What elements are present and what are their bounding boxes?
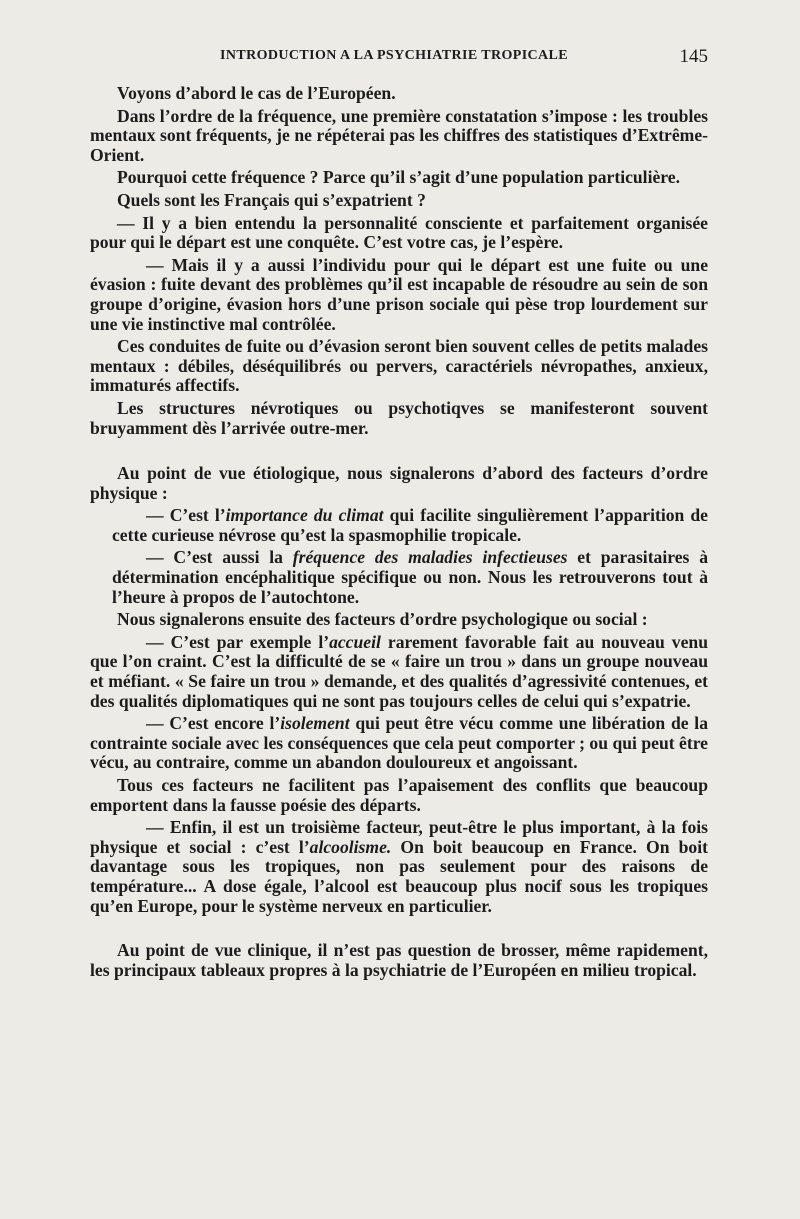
paragraph: Nous signalerons ensuite des facteurs d’ordre psychologique ou social : (117, 609, 648, 630)
emphasis: fréquence des maladies infectieuses (292, 547, 568, 568)
text-span: — C’est aussi la (146, 547, 293, 568)
dash-paragraph: — Il y a bien entendu la personnalité consciente et parfaitement organisée pour qui le départ est une conquête. C’est votre cas, je l’espère. (90, 212, 708, 253)
paragraph: Pourquoi cette fréquence ? Parce qu’il s’agit d’une population particulière. (117, 167, 680, 188)
running-title: INTRODUCTION A LA PSYCHIATRIE TROPICALE (220, 48, 569, 63)
emphasis: isolement (280, 713, 350, 734)
paragraph: Au point de vue étiologique, nous signalerons d’abord des facteurs d’ordre physique : (90, 463, 708, 503)
text-span: — C’est l’ (146, 505, 226, 526)
paragraph: Au point de vue clinique, il n’est pas question de brosser, même rapidement, les principaux tableaux propres à la psychiatrie de l’Européen en milieu tropical. (90, 940, 708, 980)
text-span: — Enfin, il est un troisième facteur, peut-être le plus important, à la fois physique et social : c’est l’ (90, 817, 708, 857)
paragraph: Voyons d’abord le cas de l’Européen. (117, 83, 396, 103)
text-span: On boit beaucoup en France. On boit davantage sous les tropiques, non pas seulement pour des raisons de température... A dose égale, l’alcool est beaucoup plus nocif sous les tropiques qu’en Europe, pour le système nerveux en particulier. (90, 836, 708, 916)
page-number: 145 (679, 46, 708, 67)
emphasis: alcoolisme. (309, 836, 392, 857)
dash-paragraph (90, 633, 708, 711)
dash-paragraph: — Mais il y a aussi l’individu pour qui le départ est une fuite ou une évasion : fuite devant des problèmes qu’il est incapable de résoudre au sein de son groupe d’origine, évasion hors d’une prison sociale qui pèse trop lourdement sur une vie instinctive mal contrôlée. (90, 254, 708, 334)
paragraph: Quels sont les Français qui s’expatrient ? (117, 189, 426, 210)
dash-paragraph (90, 818, 708, 916)
text-span: — C’est encore l’ (146, 713, 281, 734)
text-span: — C’est par exemple l’ (146, 631, 330, 652)
dash-paragraph (90, 506, 708, 545)
text-span: et parasitaires à détermination encéphalitique spécifique ou non. Nous les retrouverons tout à l’heure à propos de l’autochtone. (112, 547, 708, 607)
paragraph: Tous ces facteurs ne facilitent pas l’apaisement des conflits que beaucoup emportent dans la fausse poésie des départs. (90, 775, 708, 815)
text-span: rarement favorable fait au nouveau venu que l’on craint. C’est la difficulté de se « faire un trou » dans un groupe nouveau et méfiant. « Se faire un trou » demande, et des qualités d’agressivité contenues, et des qualités diplomatiques qui ne sont pas toujours celles de celui qui s’expatrie. (90, 631, 708, 711)
text-span: qui facilite singulièrement l’apparition de cette curieuse névrose qu’est la spasmophilie tropicale. (112, 505, 708, 545)
dash-paragraph (90, 548, 708, 607)
body-text (90, 84, 708, 983)
paragraph: Les structures névrotiques ou psychotiqves se manifesteront souvent bruyamment dès l’arrivée outre-mer. (90, 397, 708, 438)
emphasis: accueil (329, 631, 381, 652)
paragraph: Ces conduites de fuite ou d’évasion seront bien souvent celles de petits malades mentaux : débiles, déséquilibrés ou pervers, caractériels névropathes, anxieux, immaturés affectifs. (90, 336, 708, 396)
text-span: qui peut être vécu comme une libération de la contrainte sociale avec les conséquences que cela peut comporter ; ou qui peut être vécu, au contraire, comme un abandon douloureux et angoissant. (90, 713, 708, 773)
dash-paragraph (90, 714, 708, 773)
paragraph: Dans l’ordre de la fréquence, une première constatation s’impose : les troubles mentaux sont fréquents, je ne répéterai pas les chiffres des statistiques d’Extrême-Orient. (90, 105, 708, 165)
running-head (90, 46, 708, 68)
emphasis: importance du climat (225, 505, 384, 526)
